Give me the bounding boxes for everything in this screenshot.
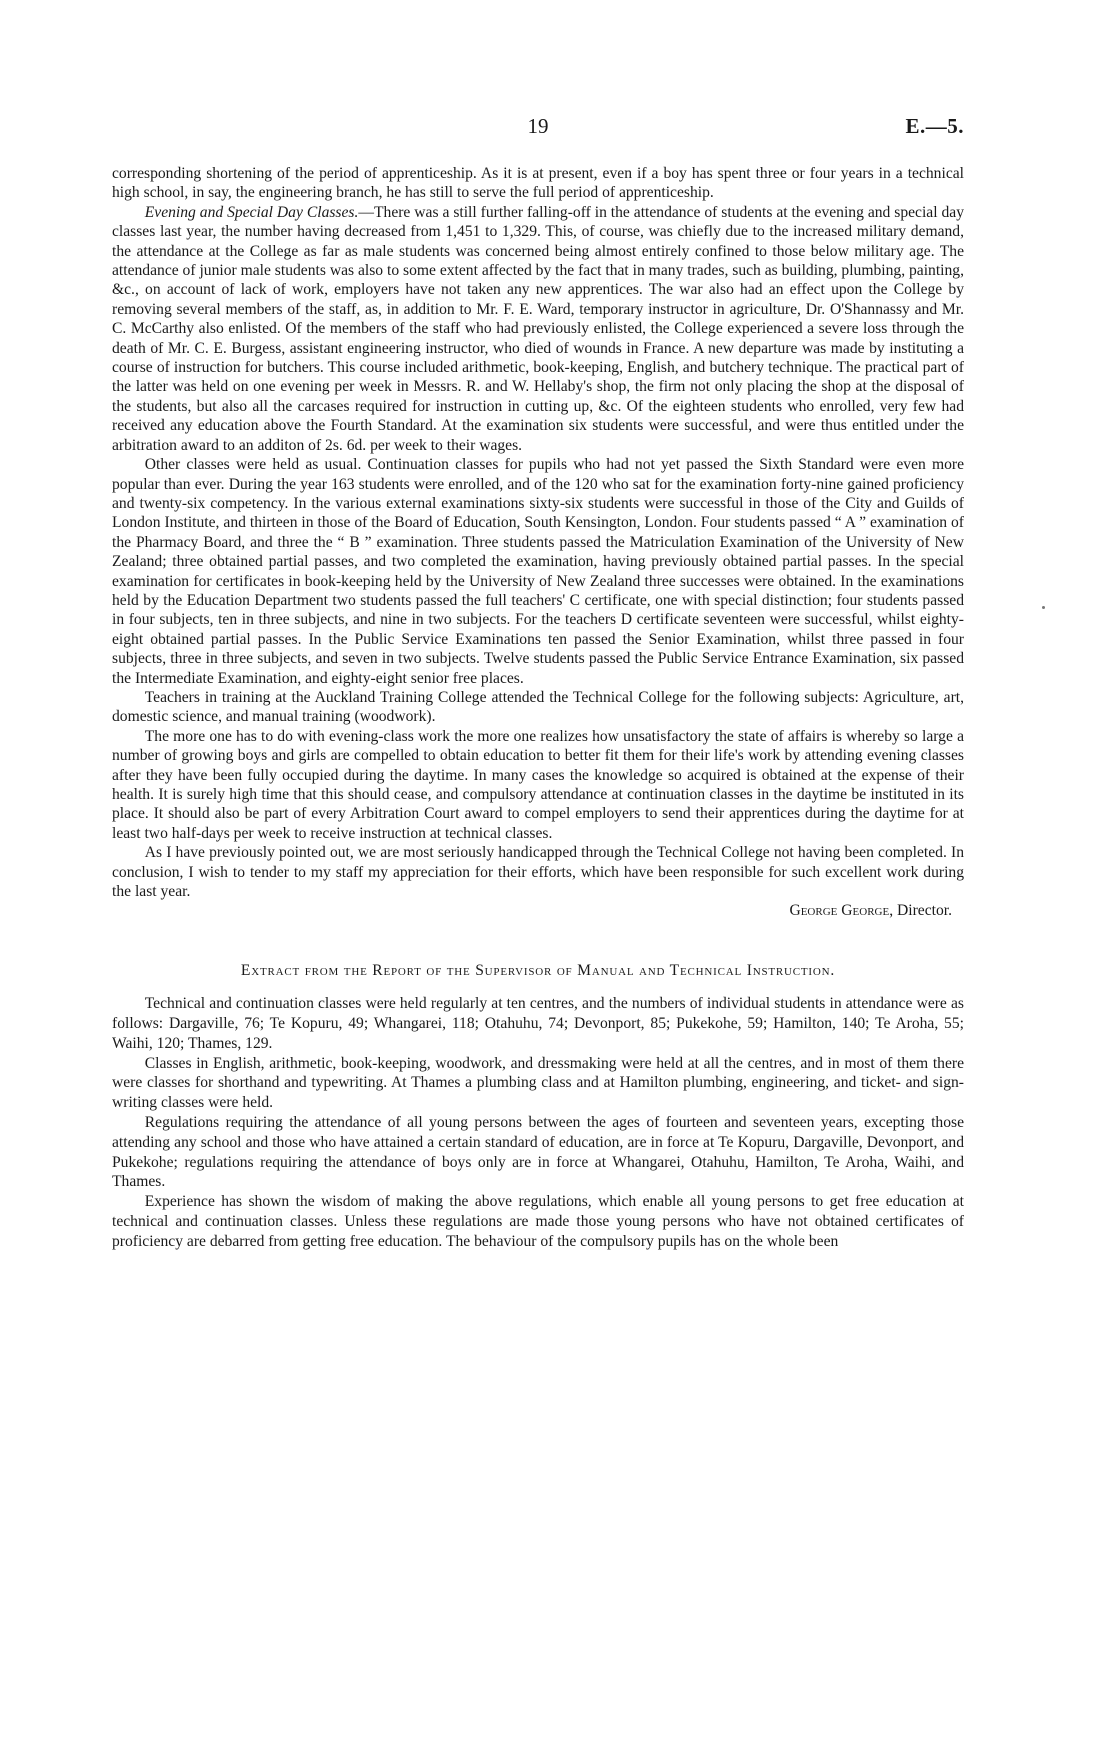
extract-paragraph: Technical and continuation classes were held regularly at ten centres, and the numbers of individual students in attendance were as follows: Dargaville, 76; Te Kopuru, 49; Whangarei, 118; Otahuhu, 74; Devonport, 85; Pukekohe, 59; Hamilton, 140; Te Aroha, 55; Waihi, 120; Thames, 129. — [112, 995, 964, 1052]
paragraph — [112, 203, 964, 455]
extract-section — [112, 994, 964, 1251]
section-lead-heading: Evening and Special Day Classes. — [144, 203, 359, 221]
extract-paragraph: Experience has shown the wisdom of making the above regulations, which enable all young persons to get free education at technical and continuation classes. Unless these regulations are made those young persons who have not obtained certificates of proficiency are debarred from getting free education. The behaviour of the compulsory pupils has on the whole been — [112, 1193, 964, 1250]
paragraph-text: The more one has to do with evening-class work the more one realizes how unsatisfactory the state of affairs is whereby so large a number of growing boys and girls are compelled to obtain education to better fit them for their life's work by attending evening classes after they have been fully occupied during the daytime. In many cases the knowledge so acquired is obtained at the expense of their health. It is surely high time that this should cease, and compulsory attendance at continuation classes in the daytime be instituted in its place. It should also be part of every Arbitration Court award to compel employers to send their apprentices during the daytime for at least two half-days per week to receive instruction at technical classes. — [112, 727, 964, 842]
signature-title: , Director. — [889, 902, 952, 920]
page-header — [112, 114, 964, 144]
margin-mark — [1042, 606, 1045, 609]
signature — [112, 901, 964, 920]
paragraph-text: corresponding shortening of the period of apprenticeship. As it is at present, even if a boy has spent three or four years in a technical high school, in say, the engineering branch, he has still to serve the full period of apprenticeship. — [112, 165, 964, 202]
page-number: 19 — [527, 114, 549, 138]
report-body — [112, 164, 964, 1252]
extract-heading: Extract from the Report of the Supervisor of Manual and Technical Instruction. — [240, 961, 836, 979]
document-reference: E.—5. — [905, 114, 964, 138]
paragraph-text: —There was a still further falling-off in the attendance of students at the evening and special day classes last year, the number having decreased from 1,451 to 1,329. This, of course, was chiefly due to the increased military demand, the attendance at the College as far as male students was concerned being almost entirely confined to those below military age. The attendance of junior male students was also to some extent affected by the fact that in many trades, such as building, plumbing, painting, &c., on account of lack of work, employers have not taken any new apprentices. The war also had an effect upon the College by removing several members of the staff, as, in addition to Mr. F. E. Ward, temporary instructor in agriculture, Dr. O'Shannassy and Mr. C. McCarthy also enlisted. Of the members of the staff who had previously enlisted, the College experienced a severe loss through the death of Mr. C. E. Burgess, assistant engineering instructor, who died of wounds in France. A new departure was made by instituting a course of instruction for butchers. This course included arithmetic, book-keeping, English, and butchery technique. The practical part of the latter was held on one evening per week in Messrs. R. and W. Hellaby's shop, the firm not only placing the shop at the disposal of the students, but also all the carcases required for instruction in cutting up, &c. Of the eighteen students who enrolled, very few had received any education above the Fourth Standard. At the examination six students were successful, and were thus entitled under the arbitration award to an additon of 2s. 6d. per week to their wages. — [112, 203, 965, 454]
signature-name: George George — [789, 902, 890, 920]
extract-paragraph: Classes in English, arithmetic, book-keeping, woodwork, and dressmaking were held at all the centres, and in most of them there were classes for shorthand and typewriting. At Thames a plumbing class and at Hamilton plumbing, engineering, and ticket- and sign-writing classes were held. — [112, 1054, 964, 1112]
paragraph — [112, 843, 964, 901]
paragraph — [112, 688, 964, 727]
paragraph-text: Other classes were held as usual. Continuation classes for pupils who had not yet passed the Sixth Standard were even more popular than ever. During the year 163 students were enrolled, and of the 120 who sat for the examination forty-nine gained proficiency and twenty-six competency. In the various external examinations sixty-six students were successful in those of the City and Guilds of London Institute, and thirteen in those of the Board of Education, South Kensington, London. Four students passed “ A ” examination of the Pharmacy Board, and three the “ B ” examination. Three students passed the Matriculation Examination of the University of New Zealand; three obtained partial passes, and two completed the examination, having previously obtained partial passes. In the special examination for certificates in book-keeping held by the University of New Zealand three successes were obtained. In the examinations held by the Education Department two students passed the full teachers' C certificate, one with special distinction; four students passed in four subjects, ten in three subjects, and nine in two subjects. For the teachers D certificate seventeen were successful, whilst eighty-eight obtained partial passes. In the Public Service Examinations ten passed the Senior Examination, whilst three passed in four subjects, three in three subjects, and seven in two subjects. Twelve students passed the Public Service Entrance Examination, six passed the Intermediate Examination, and eighty-eight senior free places. — [112, 456, 964, 687]
paragraph — [112, 455, 964, 688]
paragraph-text: Teachers in training at the Auckland Training College attended the Technical College for the following subjects: Agriculture, art, domestic science, and manual training (woodwork). — [112, 688, 964, 726]
paragraph-text: As I have previously pointed out, we are most seriously handicapped through the Technical College not having been completed. In conclusion, I wish to tender to my staff my appreciation for their efforts, which have been responsible for such excellent work during the last year. — [112, 844, 964, 901]
paragraph — [112, 164, 964, 203]
paragraph — [112, 727, 964, 843]
extract-paragraph: Regulations requiring the attendance of all young persons between the ages of fourteen and seventeen years, excepting those attending any school and those who have attained a certain standard of education, are in force at Te Kopuru, Dargaville, Devonport, and Pukekohe; regulations requiring the attendance of boys only are in force at Whangarei, Otahuhu, Hamilton, Te Aroha, Waihi, and Thames. — [112, 1114, 964, 1191]
